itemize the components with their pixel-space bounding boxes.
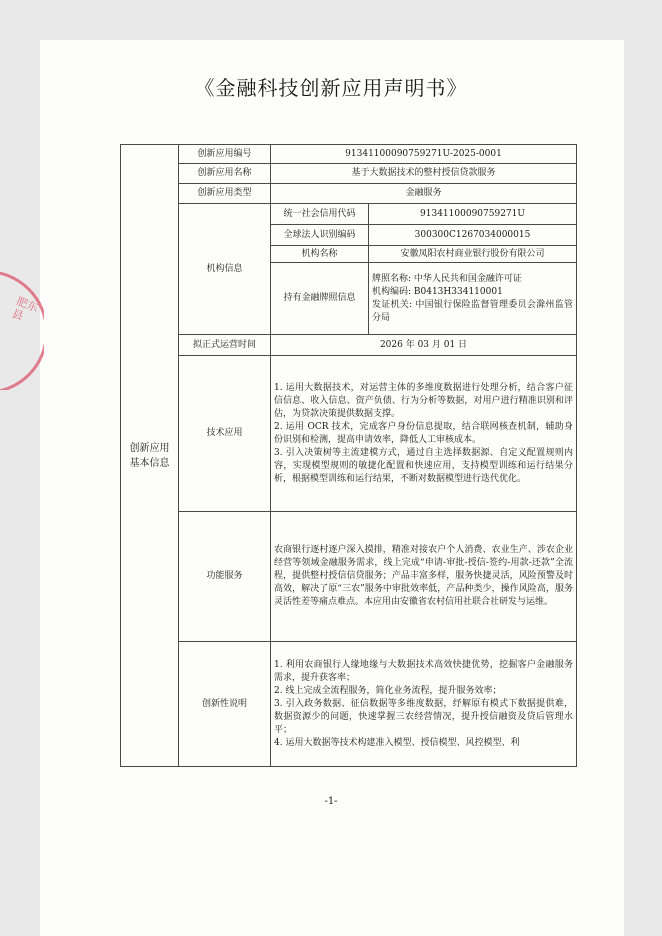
app-type-label: 创新应用类型 bbox=[179, 184, 271, 204]
innovation-paragraph: 3. 引入政务数据、征信数据等多维度数据，纾解原有模式下数据提供难，数据资源少的问题，快速掌握三农经营情况，提升授信融资及贷后管理水平； bbox=[274, 698, 574, 735]
app-type-value: 金融服务 bbox=[271, 184, 577, 204]
innovation-paragraph: 4. 运用大数据等技术构建准入模型、授信模型、风控模型、利 bbox=[274, 737, 520, 748]
app-name-label: 创新应用名称 bbox=[179, 164, 271, 184]
lei-label: 全球法人识别编码 bbox=[271, 225, 369, 246]
document-title: 《金融科技创新应用声明书》 bbox=[194, 76, 468, 100]
license-issuer-line: 发证机关: 中国银行保险监督管理委员会滁州监管分局 bbox=[372, 299, 574, 323]
section-label-cell: 创新应用 基本信息 bbox=[121, 145, 179, 767]
license-label: 持有金融牌照信息 bbox=[271, 263, 369, 335]
license-name-line: 牌照名称: 中华人民共和国金融许可证 bbox=[372, 273, 522, 284]
license-info bbox=[369, 263, 577, 335]
red-seal-stamp bbox=[0, 270, 44, 390]
page-number: -1- bbox=[324, 796, 338, 807]
tech-paragraph: 2. 运用 OCR 技术，完成客户身份信息提取，结合联网核查机制，辅助身份识别和检测，提高申请效率，降低人工审核成本。 bbox=[274, 421, 574, 445]
tech-paragraph: 1. 运用大数据技术，对运营主体的多维度数据进行处理分析，结合客户征信信息、收入信息、资产负债、行为分析等数据，对用户进行精准识别和评估，为贷款决策提供数据支撑。 bbox=[274, 382, 574, 419]
credit-code-value: 91341100090759271U bbox=[369, 204, 577, 225]
tech-paragraph: 3. 引入决策树等主流建模方式，通过自主选择数据源、自定义配置规则内容，实现模型规则的敏捷化配置和快速应用，支持模型训练和运行结果分析，根据模型训练和运行结果，不断对数据模型进行迭代优化。 bbox=[274, 447, 574, 484]
seal-ring bbox=[0, 270, 44, 390]
launch-time-value: 2026 年 03 月 01 日 bbox=[271, 335, 577, 356]
app-number-label: 创新应用编号 bbox=[179, 145, 271, 164]
app-number-value: 91341100090759271U-2025-0001 bbox=[271, 145, 577, 164]
tech-label: 技术应用 bbox=[179, 356, 271, 512]
institution-name-value: 安徽凤阳农村商业银行股份有限公司 bbox=[369, 246, 577, 263]
innovation-label: 创新性说明 bbox=[179, 642, 271, 767]
license-code-line: 机构编码: B0413H334110001 bbox=[372, 286, 503, 297]
credit-code-label: 统一社会信用代码 bbox=[271, 204, 369, 225]
institution-label: 机构信息 bbox=[179, 204, 271, 335]
launch-time-label: 拟正式运营时间 bbox=[179, 335, 271, 356]
innovation-paragraph: 2. 线上完成全流程服务，简化业务流程，提升服务效率； bbox=[274, 685, 502, 696]
innovation-paragraph: 1. 利用农商银行人缘地缘与大数据技术高效快捷优势，挖掘客户金融服务需求，提升获客率； bbox=[274, 659, 574, 683]
app-name-value: 基于大数据技术的整村授信贷款服务 bbox=[271, 164, 577, 184]
declaration-table bbox=[120, 144, 577, 767]
innovation-content bbox=[271, 642, 577, 767]
function-label: 功能服务 bbox=[179, 512, 271, 642]
function-content: 农商银行逐村逐户深入摸排，精准对接农户个人消费、农业生产、涉农企业经营等领域金融服务需求，线上完成“申请-审批-授信-签约-用款-还款”全流程，提供整村授信信贷服务；产品丰富多样，服务快捷灵活，风险预警及时高效，解决了原“三农”服务中审批效率低，产品种类少，操作风险高，服务灵活性差等痛点难点。本应用由安徽省农村信用社联合社研发与运维。 bbox=[271, 512, 577, 642]
lei-value: 300300C1267034000015 bbox=[369, 225, 577, 246]
tech-content bbox=[271, 356, 577, 512]
seal-text: 肥东县 bbox=[10, 294, 40, 323]
institution-name-label: 机构名称 bbox=[271, 246, 369, 263]
